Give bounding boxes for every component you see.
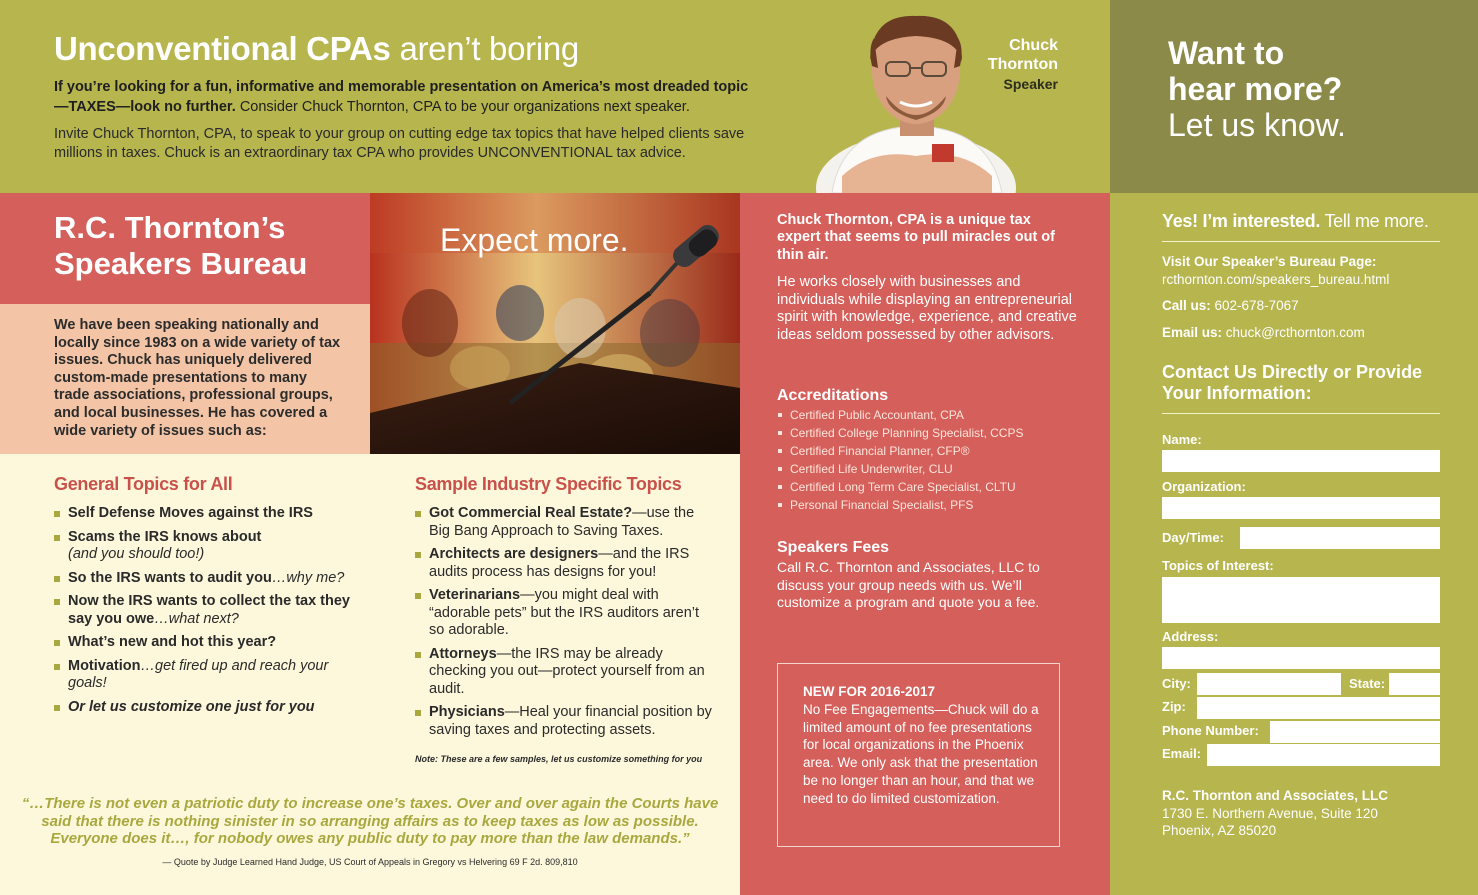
industry-topic-item-detail: —use the Big Bang Approach to Saving Taxes. <box>429 505 695 539</box>
accreditation-item: Certified Life Underwriter, CLU <box>777 460 1077 478</box>
accreditation-item: Certified Long Term Care Specialist, CLTU <box>777 478 1077 496</box>
want-line-2: hear more? <box>1168 71 1343 107</box>
intro-paragraph <box>54 77 754 117</box>
accreditation-item: Personal Financial Specialist, PFS <box>777 496 1077 514</box>
phone-field[interactable] <box>1270 721 1440 743</box>
bureau-title <box>54 210 354 282</box>
general-topic-item-title: Scams the IRS knows about <box>68 528 262 545</box>
accreditations-list <box>777 406 1077 514</box>
speaker-role: Speaker <box>1003 76 1058 92</box>
intro-bold: If you’re looking for a fun, informative and memorable presentation on America’s most dreaded topic—TAXES—look no further. <box>54 79 749 115</box>
general-topic-item-detail: …get fired up and reach your goals! <box>68 657 329 691</box>
general-topic-item <box>54 505 354 523</box>
general-topic-item-title: Self Defense Moves against the IRS <box>68 505 313 521</box>
organization-field[interactable] <box>1162 497 1440 519</box>
accreditation-item: Certified Financial Planner, CFP® <box>777 442 1077 460</box>
industry-topic-item-detail: —and the IRS audits process has designs for you! <box>429 546 690 580</box>
quote-source: — Quote by Judge Learned Hand Judge, US Court of Appeals in Gregory vs Helvering 69 F 2d. 809,810 <box>162 857 578 867</box>
industry-topic-item <box>415 704 715 739</box>
daytime-field[interactable] <box>1240 527 1440 549</box>
divider <box>1162 241 1440 242</box>
general-topic-item-title: Motivation <box>68 657 141 674</box>
title-bold: Unconventional CPAs <box>54 30 391 67</box>
general-topic-item <box>54 634 354 652</box>
want-line-3: Let us know. <box>1168 107 1346 143</box>
call-info <box>1162 297 1452 315</box>
photo-caption: Expect more. <box>440 222 629 258</box>
bureau-title-line-2: Speakers Bureau <box>54 246 308 281</box>
industry-topic-item <box>415 646 715 699</box>
general-topic-item-detail: …what next? <box>154 610 239 627</box>
title-light: aren’t boring <box>399 30 579 67</box>
industry-topic-item <box>415 587 715 640</box>
industry-topic-item-title: Architects are designers <box>429 546 599 562</box>
industry-topic-item-title: Attorneys <box>429 645 497 662</box>
general-topic-item <box>54 658 354 693</box>
general-topic-item <box>54 570 354 588</box>
address-field[interactable] <box>1162 647 1440 669</box>
company-city: Phoenix, AZ 85020 <box>1162 823 1277 839</box>
interest-bold: Yes! I’m interested. <box>1162 211 1321 231</box>
city-label: City: <box>1162 676 1191 691</box>
new-offer-body: No Fee Engagements—Chuck will do a limited amount of no fee presentations for local organizations in the Phoenix area. We only ask that the presentation be no longer than an hour, and that we need to do limited customization. <box>803 701 1039 806</box>
general-topics-heading: General Topics for All <box>54 474 233 494</box>
industry-topic-item-title: Veterinarians <box>429 587 521 603</box>
daytime-label: Day/Time: <box>1162 530 1224 545</box>
general-topic-item <box>54 529 354 564</box>
industry-topic-item-detail: —you might deal with “adorable pets” but the IRS auditors aren’t so adorable. <box>429 587 700 638</box>
invite-paragraph: Invite Chuck Thornton, CPA, to speak to your group on cutting edge tax topics that have helped clients save millions in taxes. Chuck is an extraordinary tax CPA who provides UNCONVENTIONAL tax advice. <box>54 126 745 161</box>
about-body: He works closely with businesses and individuals while displaying an entrepreneurial spirit with knowledge, experience, and creative ideas seldom possessed by other advisors. <box>777 274 1077 343</box>
contact-form-heading: Contact Us Directly or Provide Your Information: <box>1162 362 1423 403</box>
general-topic-item-detail: (and you should too!) <box>68 546 205 562</box>
speaker-first-name: Chuck <box>1009 37 1058 54</box>
visit-label: Visit Our Speaker’s Bureau Page: <box>1162 254 1377 269</box>
email-field-label: Email: <box>1162 746 1202 761</box>
accreditations-heading: Accreditations <box>777 387 889 404</box>
page-title <box>54 30 579 68</box>
accreditation-item: Certified College Planning Specialist, CCPS <box>777 424 1077 442</box>
general-topic-item-title: What’s new and hot this year? <box>68 634 277 650</box>
interest-rest: Tell me more. <box>1324 211 1429 231</box>
visit-info <box>1162 253 1452 289</box>
phone-label: Phone Number: <box>1162 723 1259 738</box>
industry-topic-item-detail: —the IRS may be already checking you out—protect yourself from an audit. <box>429 645 705 697</box>
topics-note: Note: These are a few samples, let us customize something for you <box>415 754 703 764</box>
name-field[interactable] <box>1162 450 1440 472</box>
general-topic-item-title: Or let us customize one just for you <box>68 698 315 715</box>
topics-field[interactable] <box>1162 577 1440 623</box>
industry-topic-item <box>415 505 715 540</box>
industry-topic-item-title: Physicians <box>429 704 505 720</box>
industry-topic-item <box>415 546 715 581</box>
new-offer-text <box>803 683 1043 808</box>
divider <box>1162 413 1440 414</box>
interest-heading <box>1162 211 1429 232</box>
email-link[interactable]: chuck@rcthornton.com <box>1225 325 1365 340</box>
judge-quote: “…There is not even a patriotic duty to increase one’s taxes. Over and over again the Courts have said that there is nothing sinister in so arranging affairs as to keep taxes as low as possible. Everyone does it…, for nobody owes any public duty to pay more than the law demands.” <box>21 795 719 847</box>
email-info <box>1162 324 1452 342</box>
organization-label: Organization: <box>1162 479 1246 494</box>
fees-text: Call R.C. Thornton and Associates, LLC to discuss your group needs with us. We’ll customize a program and quote you a fee. <box>777 559 1040 611</box>
phone-link[interactable]: 602-678-7067 <box>1214 298 1299 313</box>
about-lead: Chuck Thornton, CPA is a unique tax expert that seems to pull miracles out of thin air. <box>777 212 1055 263</box>
email-label: Email us: <box>1162 325 1223 340</box>
company-name: R.C. Thornton and Associates, LLC <box>1162 788 1389 803</box>
industry-topic-item-title: Got Commercial Real Estate? <box>429 505 633 521</box>
industry-topic-item-detail: —Heal your financial position by saving taxes and protecting assets. <box>429 704 712 738</box>
city-field[interactable] <box>1197 673 1341 695</box>
state-label: State: <box>1349 676 1386 691</box>
industry-topics-list <box>415 505 715 745</box>
zip-label: Zip: <box>1162 699 1186 714</box>
speaker-name <box>960 36 1058 74</box>
speaker-last-name: Thornton <box>987 56 1058 73</box>
general-topic-item-title: So the IRS wants to audit you <box>68 569 272 586</box>
state-field[interactable] <box>1389 673 1440 695</box>
address-label: Address: <box>1162 629 1219 644</box>
want-heading <box>1168 35 1458 143</box>
general-topics-list <box>54 505 354 722</box>
company-street: 1730 E. Northern Avenue, Suite 120 <box>1162 805 1378 821</box>
topics-label: Topics of Interest: <box>1162 558 1274 573</box>
bureau-title-line-1: R.C. Thornton’s <box>54 210 286 245</box>
general-topic-item <box>54 593 354 628</box>
visit-link[interactable]: rcthornton.com/speakers_bureau.html <box>1162 272 1390 287</box>
general-topic-item-detail: …why me? <box>271 569 345 586</box>
call-label: Call us: <box>1162 298 1211 313</box>
industry-topics-heading: Sample Industry Specific Topics <box>415 474 682 494</box>
general-topic-item-title: Now the IRS wants to collect the tax they say you owe <box>68 593 350 627</box>
fees-heading: Speakers Fees <box>777 539 890 556</box>
accreditation-item: Certified Public Accountant, CPA <box>777 406 1077 424</box>
zip-field[interactable] <box>1197 697 1440 719</box>
general-topic-item <box>54 699 354 717</box>
bureau-description: We have been speaking nationally and locally since 1983 on a wide variety of tax issues. Chuck has uniquely delivered custom-made presentations to many trade associations, professional groups, and local businesses. He has covered a wide variety of issues such as: <box>54 317 341 439</box>
name-label: Name: <box>1162 432 1202 447</box>
company-address <box>1162 787 1442 840</box>
new-offer-heading: NEW FOR 2016-2017 <box>803 684 936 699</box>
email-field[interactable] <box>1207 744 1440 766</box>
want-line-1: Want to <box>1168 35 1285 71</box>
intro-rest: Consider Chuck Thornton, CPA to be your organizations next speaker. <box>239 99 690 115</box>
